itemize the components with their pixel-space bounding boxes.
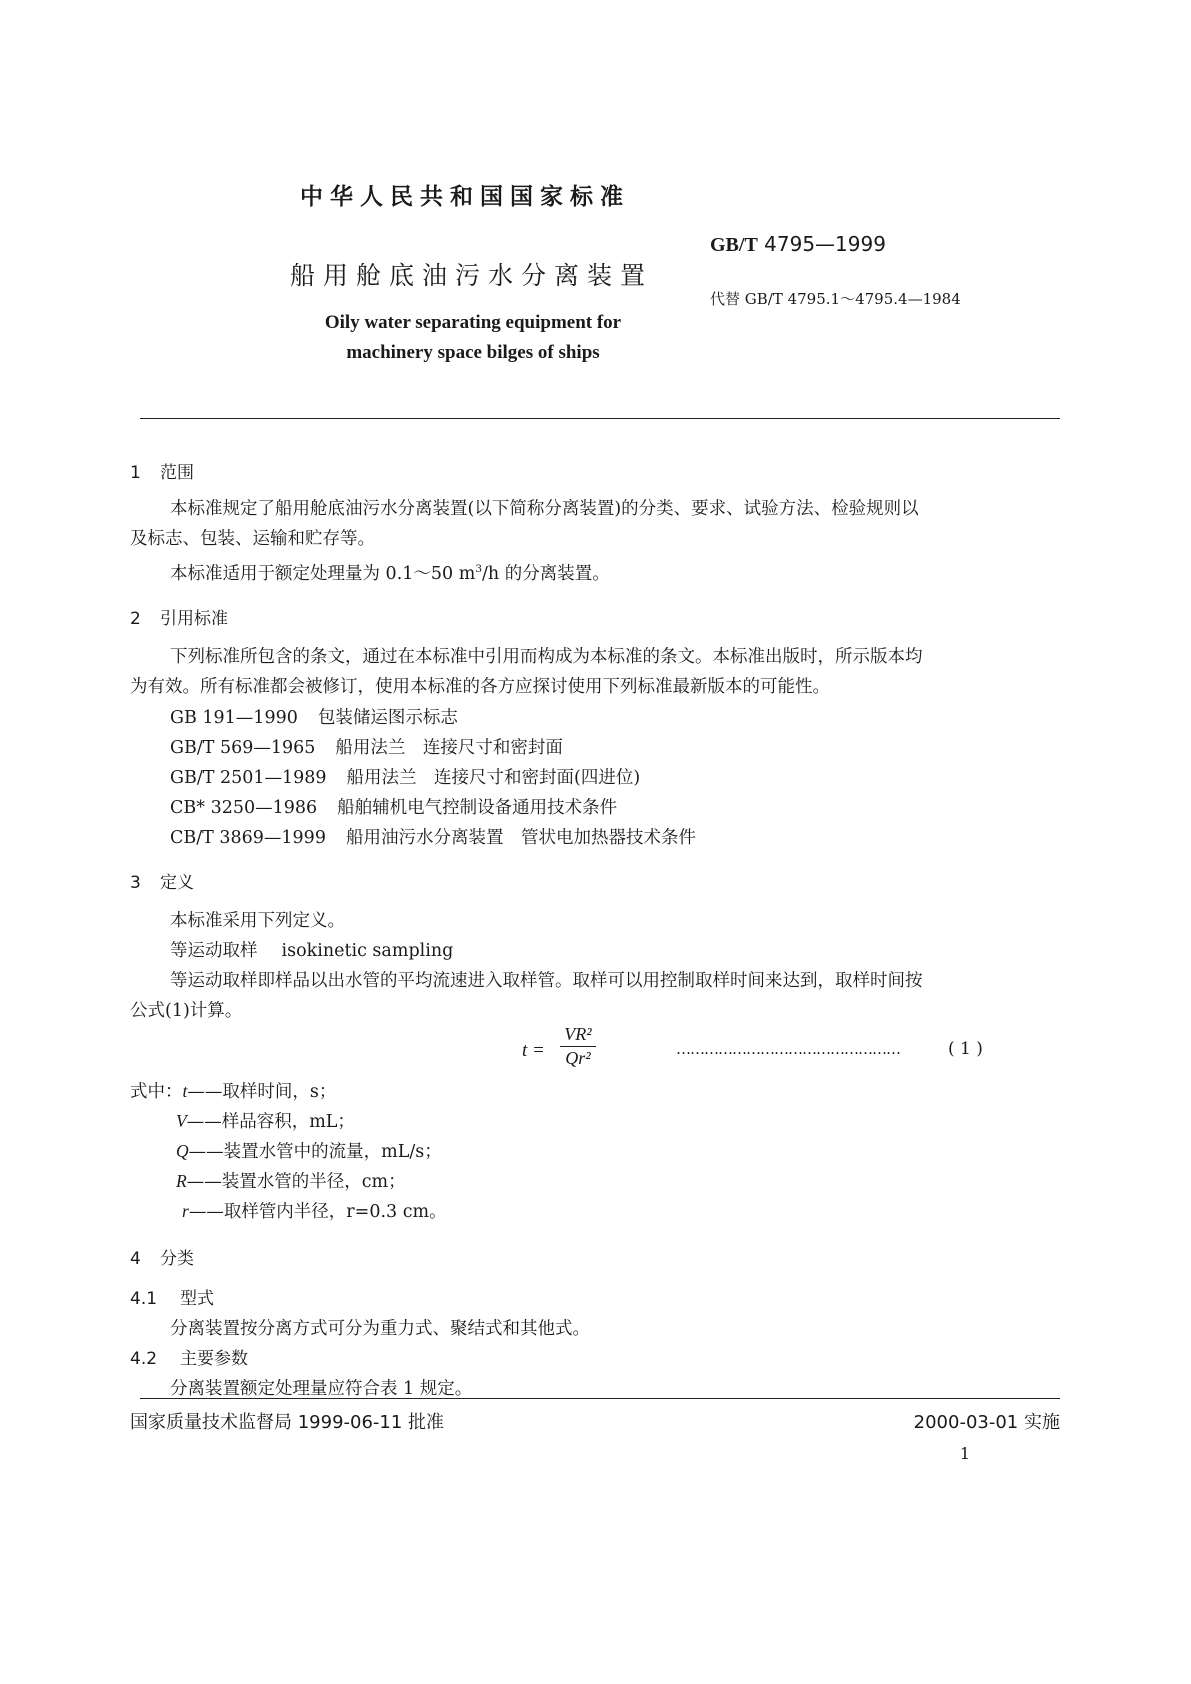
ref-item <box>170 824 696 849</box>
var-symbol: Q <box>176 1141 189 1161</box>
s1-para2-pre: 本标准适用于额定处理量为 0.1～50 m <box>170 563 476 584</box>
where-label: 式中： <box>130 1082 183 1102</box>
s3-def-line2: 公式(1)计算。 <box>130 1001 243 1021</box>
s1-para2-post: /h 的分离装置。 <box>482 563 610 584</box>
formula-lhs: t = <box>522 1040 545 1061</box>
subsection-title: 主要参数 <box>180 1349 248 1369</box>
s3-term <box>170 936 453 967</box>
standard-code-prefix: GB/T <box>710 234 758 256</box>
var-V <box>176 1108 355 1133</box>
ref-title: 船舶辅机电气控制设备通用技术条件 <box>337 798 618 818</box>
section-title: 引用标准 <box>160 609 228 629</box>
s1-para2 <box>170 554 610 590</box>
subsection-4-2-heading <box>130 1344 248 1369</box>
formula-fraction <box>560 1024 596 1069</box>
ref-code: CB/T 3869—1999 <box>170 828 326 848</box>
s2-para-line2: 为有效。所有标准都会被修订，使用本标准的各方应探讨使用下列标准最新版本的可能性。 <box>130 677 830 697</box>
formula-label: ( 1 ) <box>948 1039 983 1059</box>
ref-title: 船用法兰 连接尺寸和密封面(四进位) <box>346 768 641 788</box>
var-R <box>176 1168 406 1193</box>
approval-note: 国家质量技术监督局 1999-06-11 批准 <box>130 1412 445 1433</box>
var-desc: ——取样管内半径，r=0.3 cm。 <box>188 1202 447 1222</box>
section-4-heading <box>130 1244 194 1269</box>
section-number: 2 <box>130 609 141 629</box>
formula-denominator: Qr² <box>565 1048 591 1068</box>
var-desc: ——取样时间，s； <box>187 1082 337 1102</box>
formula-leader: ………………………………………… <box>676 1040 900 1058</box>
ref-code: GB 191—1990 <box>170 708 298 728</box>
ref-item <box>170 734 563 759</box>
ref-title: 包装储运图示标志 <box>317 708 458 728</box>
section-title: 定义 <box>160 873 194 893</box>
section-3-heading <box>130 868 194 893</box>
term-en: isokinetic sampling <box>281 941 454 961</box>
var-desc: ——装置水管的半径，cm； <box>186 1172 406 1192</box>
var-symbol: r <box>182 1201 189 1221</box>
standard-code <box>710 232 886 257</box>
ref-item <box>170 704 458 729</box>
var-desc: ——样品容积，mL； <box>186 1112 355 1132</box>
page-number: 1 <box>959 1444 970 1463</box>
standard-code-number: 4795—1999 <box>764 232 886 256</box>
subsection-title: 型式 <box>180 1289 214 1309</box>
s4-2-text: 分离装置额定处理量应符合表 1 规定。 <box>170 1379 473 1399</box>
s4-1-text: 分离装置按分离方式可分为重力式、聚结式和其他式。 <box>170 1319 590 1339</box>
subsection-number: 4.2 <box>130 1349 158 1369</box>
s1-para1-line1: 本标准规定了船用舱底油污水分离装置(以下简称分离装置)的分类、要求、试验方法、检验规则以 <box>170 499 919 519</box>
implementation-date: 2000-03-01 实施 <box>913 1412 1060 1433</box>
var-t <box>130 1078 336 1103</box>
section-number: 1 <box>130 463 141 483</box>
var-r <box>182 1198 447 1223</box>
s1-para1-line2: 及标志、包装、运输和贮存等。 <box>130 529 375 549</box>
ref-code: GB/T 2501—1989 <box>170 768 327 788</box>
ref-title: 船用油污水分离装置 管状电加热器技术条件 <box>345 828 696 848</box>
ref-title: 船用法兰 连接尺寸和密封面 <box>335 738 563 758</box>
term-cn: 等运动取样 <box>170 941 258 961</box>
ref-code: GB/T 569—1965 <box>170 738 316 758</box>
s1-para2-sup: 3 <box>475 563 483 575</box>
section-title: 范围 <box>160 463 194 483</box>
national-standard-label: 中华人民共和国国家标准 <box>300 184 630 210</box>
formula-fraction-bar <box>560 1046 596 1047</box>
var-Q <box>176 1138 442 1163</box>
standard-title-en-line2: machinery space bilges of ships <box>346 342 600 363</box>
standard-title-cn: 船用舱底油污水分离装置 <box>290 261 654 290</box>
formula-numerator: VR² <box>564 1024 592 1044</box>
s2-para-line1: 下列标准所包含的条文，通过在本标准中引用而构成为本标准的条文。本标准出版时，所示版本均 <box>170 647 923 667</box>
section-2-heading <box>130 604 228 629</box>
s3-intro: 本标准采用下列定义。 <box>170 911 345 931</box>
var-symbol: t <box>182 1081 188 1101</box>
replaces-note: 代替 GB/T 4795.1～4795.4—1984 <box>710 290 961 308</box>
section-number: 3 <box>130 873 141 893</box>
ref-item <box>170 764 640 789</box>
s3-def-line1: 等运动取样即样品以出水管的平均流速进入取样管。取样可以用控制取样时间来达到，取样时间按 <box>170 971 923 991</box>
header-divider <box>140 418 1060 419</box>
subsection-number: 4.1 <box>130 1289 158 1309</box>
ref-item <box>170 794 617 819</box>
ref-code: CB* 3250—1986 <box>170 798 318 818</box>
section-number: 4 <box>130 1249 141 1269</box>
standard-title-en-line1: Oily water separating equipment for <box>324 312 622 333</box>
subsection-4-1-heading <box>130 1284 214 1309</box>
var-symbol: V <box>176 1111 187 1131</box>
var-desc: ——装置水管中的流量，mL/s； <box>188 1142 442 1162</box>
section-title: 分类 <box>160 1249 194 1269</box>
var-symbol: R <box>176 1171 187 1191</box>
footer-divider <box>140 1398 1060 1399</box>
section-1-heading <box>130 458 194 483</box>
